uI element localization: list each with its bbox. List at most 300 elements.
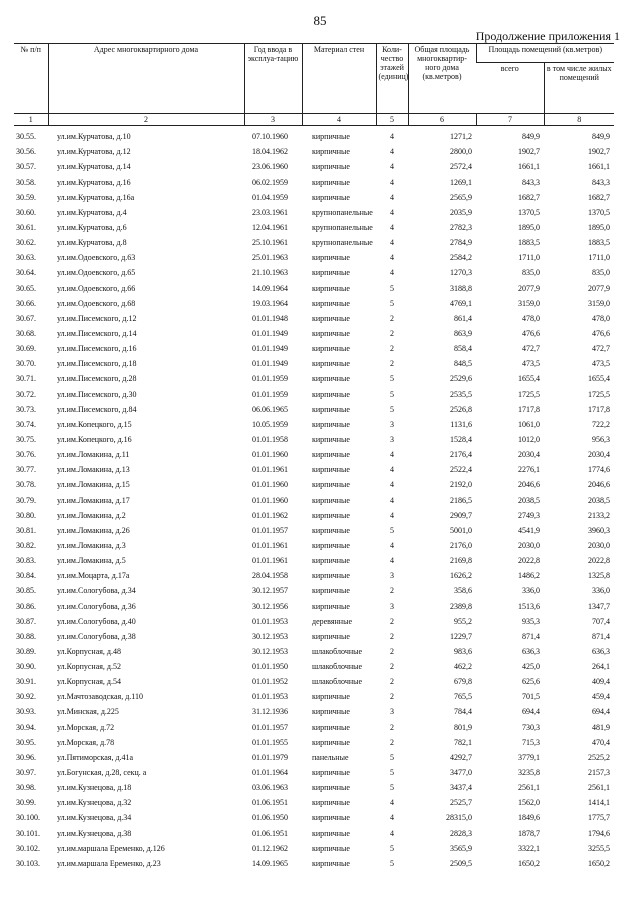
table-row xyxy=(14,399,614,414)
year-built: 01.01.1962 xyxy=(252,510,288,520)
total-area: 4769,1 xyxy=(450,298,472,308)
residential-area: 1414,1 xyxy=(588,798,611,808)
table-row xyxy=(14,656,614,671)
row-number: 30.58. xyxy=(16,177,36,187)
table-row xyxy=(14,671,614,686)
wall-material: шлакоблочные xyxy=(312,662,363,672)
address: ул.им.Ломакина, д.5 xyxy=(57,556,126,566)
table-row xyxy=(14,217,614,232)
floor-count: 4 xyxy=(390,222,394,232)
year-built: 01.01.1950 xyxy=(252,662,288,672)
address: ул.им.Курчатова, д.10 xyxy=(57,132,131,142)
floor-count: 2 xyxy=(390,662,394,672)
wall-material: кирпичные xyxy=(312,147,350,157)
year-built: 01.01.1957 xyxy=(252,525,288,535)
total-area: 1528,4 xyxy=(450,434,472,444)
total-area: 3565,9 xyxy=(450,843,472,853)
year-built: 01.01.1949 xyxy=(252,359,288,369)
table-row xyxy=(14,293,614,308)
address: ул.им.Писемского, д.84 xyxy=(57,404,137,414)
premises-area-all: 1562,0 xyxy=(518,798,540,808)
premises-area-all: 425,0 xyxy=(522,662,540,672)
residential-area: 264,1 xyxy=(592,662,611,672)
total-area: 2525,7 xyxy=(450,798,472,808)
year-built: 25.10.1961 xyxy=(252,238,288,248)
floor-count: 4 xyxy=(390,450,394,460)
wall-material: кирпичные xyxy=(312,858,350,868)
wall-material: кирпичные xyxy=(312,828,350,838)
table-row xyxy=(14,747,614,762)
floor-count: 3 xyxy=(390,419,394,429)
residential-area: 1661,1 xyxy=(588,162,611,172)
total-area: 801,9 xyxy=(454,722,472,732)
address: ул.им.Ломакина, д.26 xyxy=(57,525,130,535)
address: ул.им.Ломакина, д.11 xyxy=(57,450,130,460)
header-material: Материал стен xyxy=(302,44,376,114)
wall-material: кирпичные xyxy=(312,253,350,263)
housing-table xyxy=(14,43,614,868)
table-row xyxy=(14,595,614,610)
wall-material: деревянные xyxy=(312,616,353,626)
residential-area: 1774,6 xyxy=(588,465,611,475)
total-area: 1270,3 xyxy=(450,268,472,278)
table-row xyxy=(14,550,614,565)
row-number: 30.87. xyxy=(16,616,36,626)
row-number: 30.80. xyxy=(16,510,36,520)
total-area: 765,5 xyxy=(454,692,472,702)
total-area: 784,4 xyxy=(454,707,472,717)
premises-area-all: 2030,4 xyxy=(518,450,540,460)
row-number: 30.68. xyxy=(16,328,36,338)
col-number: 2 xyxy=(48,114,244,126)
row-number: 30.79. xyxy=(16,495,36,505)
floor-count: 2 xyxy=(390,692,394,702)
row-number: 30.57. xyxy=(16,162,36,172)
wall-material: кирпичные xyxy=(312,480,350,490)
address: ул.им.Сологубова, д.34 xyxy=(57,586,136,596)
row-number: 30.67. xyxy=(16,313,36,323)
wall-material: кирпичные xyxy=(312,450,350,460)
wall-material: шлакоблочные xyxy=(312,677,363,687)
year-built: 01.04.1959 xyxy=(252,192,288,202)
floor-count: 4 xyxy=(390,798,394,808)
total-area: 1131,6 xyxy=(450,419,472,429)
row-number: 30.101. xyxy=(16,828,40,838)
year-built: 12.04.1961 xyxy=(252,222,288,232)
floor-count: 5 xyxy=(390,768,394,778)
total-area: 955,2 xyxy=(454,616,472,626)
total-area: 462,2 xyxy=(454,662,472,672)
total-area: 782,1 xyxy=(454,737,472,747)
table-row xyxy=(14,777,614,792)
year-built: 31.12.1936 xyxy=(252,707,288,717)
total-area: 358,6 xyxy=(454,586,472,596)
row-number: 30.95. xyxy=(16,737,36,747)
table-row xyxy=(14,535,614,550)
total-area: 2782,3 xyxy=(450,222,472,232)
premises-area-all: 1513,6 xyxy=(518,601,540,611)
wall-material: панельные xyxy=(312,752,349,762)
table-row xyxy=(14,626,614,641)
premises-area-all: 4541,9 xyxy=(518,525,540,535)
premises-area-all: 849,9 xyxy=(522,132,540,142)
address: ул.им.Копецкого, д.15 xyxy=(57,419,132,429)
year-built: 01.01.1959 xyxy=(252,374,288,384)
row-number: 30.97. xyxy=(16,768,36,778)
total-area: 5001,0 xyxy=(450,525,472,535)
premises-area-all: 2276,1 xyxy=(518,465,540,475)
header-year: Год ввода в эксплуа-тацию xyxy=(244,44,302,114)
table-row xyxy=(14,641,614,656)
row-number: 30.81. xyxy=(16,525,36,535)
premises-area-all: 2030,0 xyxy=(518,540,540,550)
address: ул.им.Писемского, д.14 xyxy=(57,328,137,338)
total-area: 858,4 xyxy=(454,344,472,354)
row-number: 30.69. xyxy=(16,344,36,354)
wall-material: кирпичные xyxy=(312,631,350,641)
floor-count: 2 xyxy=(390,328,394,338)
wall-material: кирпичные xyxy=(312,586,350,596)
residential-area: 1725,5 xyxy=(588,389,611,399)
residential-area: 3159,0 xyxy=(588,298,611,308)
premises-area-all: 835,0 xyxy=(522,268,540,278)
address: ул.им.Сологубова, д.40 xyxy=(57,616,136,626)
floor-count: 2 xyxy=(390,737,394,747)
row-number: 30.98. xyxy=(16,783,36,793)
total-area: 2169,8 xyxy=(450,556,472,566)
address: ул.Морская, д.78 xyxy=(57,737,115,747)
residential-area: 481,9 xyxy=(592,722,611,732)
premises-area-all: 1650,2 xyxy=(518,858,540,868)
residential-area: 3255,5 xyxy=(588,843,611,853)
address: ул.им.Кузнецова, д.18 xyxy=(57,783,132,793)
premises-area-all: 871,4 xyxy=(522,631,540,641)
address: ул.им.Ломакина, д.17 xyxy=(57,495,130,505)
premises-area-all: 2561,1 xyxy=(518,783,540,793)
address: ул.им.Сологубова, д.36 xyxy=(57,601,136,611)
residential-area: 2561,1 xyxy=(588,783,611,793)
row-number: 30.75. xyxy=(16,434,36,444)
address: ул.им.Моцарта, д.17а xyxy=(57,571,130,581)
residential-area: 1717,8 xyxy=(588,404,611,414)
year-built: 01.01.1948 xyxy=(252,313,288,323)
table-row xyxy=(14,383,614,398)
row-number: 30.76. xyxy=(16,450,36,460)
year-built: 30.12.1956 xyxy=(252,601,288,611)
wall-material: кирпичные xyxy=(312,510,350,520)
row-number: 30.71. xyxy=(16,374,36,384)
premises-area-all: 1486,2 xyxy=(518,571,540,581)
residential-area: 835,0 xyxy=(592,268,611,278)
floor-count: 5 xyxy=(390,374,394,384)
year-built: 19.03.1964 xyxy=(252,298,288,308)
table-row xyxy=(14,580,614,595)
wall-material: кирпичные xyxy=(312,798,350,808)
residential-area: 2525,2 xyxy=(588,752,611,762)
premises-area-all: 2038,5 xyxy=(518,495,540,505)
table-row xyxy=(14,716,614,731)
year-built: 03.06.1963 xyxy=(252,783,288,793)
continuation-caption: Продолжение приложения 1 xyxy=(475,29,620,43)
address: ул.им.Кузнецова, д.38 xyxy=(57,828,132,838)
address: ул.им.Ломакина, д.15 xyxy=(57,480,130,490)
table-row xyxy=(14,187,614,202)
row-number: 30.102. xyxy=(16,843,40,853)
total-area: 863,9 xyxy=(454,328,472,338)
total-area: 2176,4 xyxy=(450,450,472,460)
address: ул.им.Писемского, д.16 xyxy=(57,344,137,354)
address: ул.им.Писемского, д.30 xyxy=(57,389,137,399)
total-area: 2509,5 xyxy=(450,858,472,868)
premises-area-all: 1902,7 xyxy=(518,147,540,157)
row-number: 30.90. xyxy=(16,662,36,672)
floor-count: 5 xyxy=(390,283,394,293)
floor-count: 2 xyxy=(390,631,394,641)
total-area: 2529,6 xyxy=(450,374,472,384)
year-built: 14.09.1965 xyxy=(252,858,288,868)
floor-count: 4 xyxy=(390,480,394,490)
address: ул.им.Писемского, д.12 xyxy=(57,313,137,323)
total-area: 28315,0 xyxy=(446,813,472,823)
year-built: 23.03.1961 xyxy=(252,207,288,217)
wall-material: кирпичные xyxy=(312,283,350,293)
address: ул.им.Ломакина, д.13 xyxy=(57,465,130,475)
wall-material: кирпичные xyxy=(312,192,350,202)
residential-area: 3960,3 xyxy=(588,525,611,535)
residential-area: 2046,6 xyxy=(588,480,611,490)
total-area: 3437,4 xyxy=(450,783,472,793)
table-row xyxy=(14,762,614,777)
floor-count: 5 xyxy=(390,298,394,308)
table-row xyxy=(14,247,614,262)
residential-area: 2157,3 xyxy=(588,768,611,778)
row-number: 30.70. xyxy=(16,359,36,369)
year-built: 30.12.1953 xyxy=(252,631,288,641)
wall-material: кирпичные xyxy=(312,374,350,384)
table-row xyxy=(14,520,614,535)
total-area: 3188,8 xyxy=(450,283,472,293)
total-area: 2192,0 xyxy=(450,480,472,490)
wall-material: кирпичные xyxy=(312,177,350,187)
table-row xyxy=(14,611,614,626)
table-row xyxy=(14,838,614,853)
premises-area-all: 1370,5 xyxy=(518,207,540,217)
wall-material: кирпичные xyxy=(312,571,350,581)
table-row xyxy=(14,308,614,323)
premises-area-all: 625,6 xyxy=(522,677,540,687)
total-area: 3477,0 xyxy=(450,768,472,778)
year-built: 10.05.1959 xyxy=(252,419,288,429)
floor-count: 4 xyxy=(390,465,394,475)
floor-count: 4 xyxy=(390,207,394,217)
wall-material: кирпичные xyxy=(312,556,350,566)
address: ул.им.Одоевского, д.63 xyxy=(57,253,136,263)
floor-count: 4 xyxy=(390,132,394,142)
year-built: 01.01.1952 xyxy=(252,677,288,687)
year-built: 23.06.1960 xyxy=(252,162,288,172)
premises-area-all: 1682,7 xyxy=(518,192,540,202)
total-area: 848,5 xyxy=(454,359,472,369)
year-built: 01.01.1959 xyxy=(252,389,288,399)
residential-area: 871,4 xyxy=(592,631,611,641)
total-area: 4292,7 xyxy=(450,752,472,762)
residential-area: 476,6 xyxy=(592,328,611,338)
premises-area-all: 2749,3 xyxy=(518,510,540,520)
residential-area: 707,4 xyxy=(592,616,611,626)
year-built: 01.01.1960 xyxy=(252,480,288,490)
header-all: всего xyxy=(476,63,544,114)
wall-material: кирпичные xyxy=(312,495,350,505)
floor-count: 5 xyxy=(390,389,394,399)
residential-area: 473,5 xyxy=(592,359,611,369)
floor-count: 4 xyxy=(390,556,394,566)
total-area: 1626,2 xyxy=(450,571,472,581)
col-number: 6 xyxy=(408,114,476,126)
address: ул.Минская, д.225 xyxy=(57,707,119,717)
row-number: 30.96. xyxy=(16,752,36,762)
premises-area-all: 336,0 xyxy=(522,586,540,596)
address: ул.им.Писемского, д.18 xyxy=(57,359,137,369)
floor-count: 4 xyxy=(390,162,394,172)
residential-area: 1347,7 xyxy=(588,601,611,611)
total-area: 2909,7 xyxy=(450,510,472,520)
address: ул.Корпусная, д.48 xyxy=(57,646,121,656)
year-built: 14.09.1964 xyxy=(252,283,288,293)
year-built: 01.01.1964 xyxy=(252,768,288,778)
address: ул.им.Одоевского, д.65 xyxy=(57,268,136,278)
floor-count: 5 xyxy=(390,752,394,762)
residential-area: 956,3 xyxy=(592,434,611,444)
address: ул.им.Кузнецова, д.32 xyxy=(57,798,132,808)
row-number: 30.103. xyxy=(16,858,40,868)
floor-count: 5 xyxy=(390,858,394,868)
residential-area: 694,4 xyxy=(592,707,611,717)
row-number: 30.59. xyxy=(16,192,36,202)
floor-count: 5 xyxy=(390,404,394,414)
total-area: 2800,0 xyxy=(450,147,472,157)
premises-area-all: 2022,8 xyxy=(518,556,540,566)
year-built: 01.01.1960 xyxy=(252,495,288,505)
residential-area: 636,3 xyxy=(592,646,611,656)
table-row xyxy=(14,792,614,807)
table-row xyxy=(14,232,614,247)
total-area: 2526,8 xyxy=(450,404,472,414)
row-number: 30.63. xyxy=(16,253,36,263)
table-row xyxy=(14,338,614,353)
year-built: 30.12.1957 xyxy=(252,586,288,596)
address: ул.им.Копецкого, д.16 xyxy=(57,434,132,444)
residential-area: 1325,8 xyxy=(588,571,611,581)
year-built: 01.01.1960 xyxy=(252,450,288,460)
year-built: 18.04.1962 xyxy=(252,147,288,157)
address: ул.им.Курчатова, д.6 xyxy=(57,222,127,232)
floor-count: 4 xyxy=(390,238,394,248)
table-row xyxy=(14,474,614,489)
wall-material: кирпичные xyxy=(312,601,350,611)
row-number: 30.100. xyxy=(16,813,40,823)
row-number: 30.62. xyxy=(16,238,36,248)
total-area: 2584,2 xyxy=(450,253,472,263)
row-number: 30.94. xyxy=(16,722,36,732)
wall-material: крупнопанельные xyxy=(312,238,373,248)
residential-area: 1895,0 xyxy=(588,222,611,232)
premises-area-all: 2077,9 xyxy=(518,283,540,293)
residential-area: 1775,7 xyxy=(588,813,611,823)
row-number: 30.64. xyxy=(16,268,36,278)
floor-count: 3 xyxy=(390,571,394,581)
address: ул.им.Курчатова, д.16а xyxy=(57,192,135,202)
row-number: 30.84. xyxy=(16,571,36,581)
premises-area-all: 1711,0 xyxy=(518,253,540,263)
table-row xyxy=(14,368,614,383)
address: ул.им.Ломакина, д.3 xyxy=(57,540,126,550)
residential-area: 849,9 xyxy=(592,132,611,142)
premises-area-all: 1661,1 xyxy=(518,162,540,172)
table-row xyxy=(14,822,614,837)
table-row xyxy=(14,565,614,580)
row-number: 30.85. xyxy=(16,586,36,596)
row-number: 30.73. xyxy=(16,404,36,414)
wall-material: кирпичные xyxy=(312,722,350,732)
wall-material: кирпичные xyxy=(312,389,350,399)
premises-area-all: 1725,5 xyxy=(518,389,540,399)
table-row xyxy=(14,414,614,429)
year-built: 06.02.1959 xyxy=(252,177,288,187)
year-built: 30.12.1953 xyxy=(252,646,288,656)
wall-material: кирпичные xyxy=(312,525,350,535)
year-built: 01.01.1953 xyxy=(252,692,288,702)
row-number: 30.55. xyxy=(16,132,36,142)
premises-area-all: 1895,0 xyxy=(518,222,540,232)
address: ул.Корпусная, д.54 xyxy=(57,677,121,687)
residential-area: 1883,5 xyxy=(588,238,611,248)
address: ул.им.маршала Еременко, д.23 xyxy=(57,858,161,868)
row-number: 30.99. xyxy=(16,798,36,808)
address: ул.им.Одоевского, д.66 xyxy=(57,283,136,293)
header-num: № п/п xyxy=(14,44,48,114)
page-number: 85 xyxy=(313,13,327,28)
year-built: 01.01.1953 xyxy=(252,616,288,626)
table-row xyxy=(14,853,614,868)
header-address: Адрес многоквартирного дома xyxy=(48,44,244,114)
floor-count: 4 xyxy=(390,177,394,187)
address: ул.Корпусная, д.52 xyxy=(57,662,121,672)
year-built: 01.12.1962 xyxy=(252,843,288,853)
floor-count: 2 xyxy=(390,677,394,687)
wall-material: кирпичные xyxy=(312,783,350,793)
col-number: 8 xyxy=(544,114,614,126)
floor-count: 2 xyxy=(390,586,394,596)
wall-material: кирпичные xyxy=(312,737,350,747)
wall-material: кирпичные xyxy=(312,540,350,550)
total-area: 2565,9 xyxy=(450,192,472,202)
residential-area: 459,4 xyxy=(592,692,611,702)
row-number: 30.66. xyxy=(16,298,36,308)
address: ул.им.Курчатова, д.12 xyxy=(57,147,131,157)
floor-count: 2 xyxy=(390,313,394,323)
total-area: 679,8 xyxy=(454,677,472,687)
residential-area: 2030,4 xyxy=(588,450,611,460)
floor-count: 4 xyxy=(390,813,394,823)
residential-area: 722,2 xyxy=(592,419,611,429)
col-number: 5 xyxy=(376,114,408,126)
address: ул.им.Курчатова, д.16 xyxy=(57,177,131,187)
wall-material: кирпичные xyxy=(312,162,350,172)
floor-count: 2 xyxy=(390,359,394,369)
wall-material: кирпичные xyxy=(312,465,350,475)
floor-count: 4 xyxy=(390,828,394,838)
total-area: 2035,9 xyxy=(450,207,472,217)
